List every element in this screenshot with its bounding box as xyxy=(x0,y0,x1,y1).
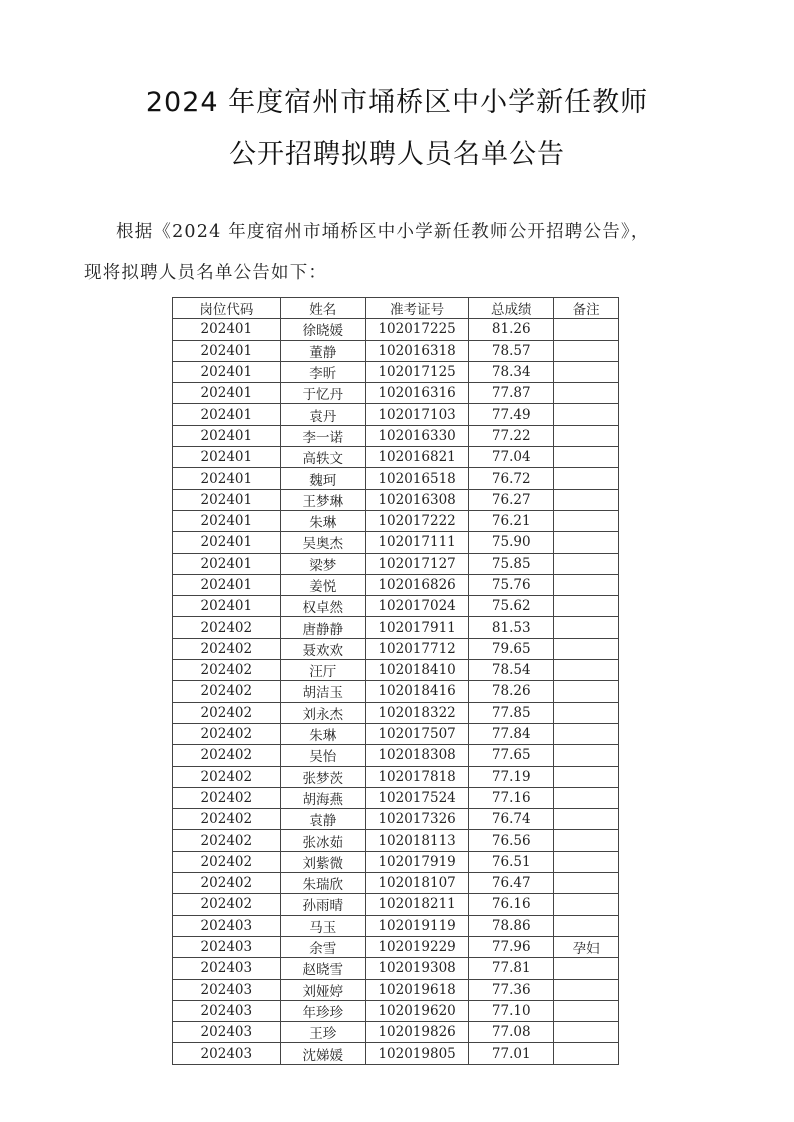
cell-position-code: 202401 xyxy=(173,574,281,595)
table-row xyxy=(173,340,619,361)
table-row xyxy=(173,319,619,340)
cell-position-code: 202401 xyxy=(173,447,281,468)
cell-name: 年珍珍 xyxy=(280,1000,365,1021)
cell-name: 李一诺 xyxy=(280,425,365,446)
cell-remarks: 孕妇 xyxy=(554,936,619,957)
cell-name: 吴怡 xyxy=(280,745,365,766)
cell-exam-number: 102017911 xyxy=(365,617,468,638)
cell-total-score: 75.76 xyxy=(469,574,554,595)
cell-position-code: 202403 xyxy=(173,979,281,1000)
cell-exam-number: 102017524 xyxy=(365,787,468,808)
table-row xyxy=(173,915,619,936)
cell-name: 梁梦 xyxy=(280,553,365,574)
cell-position-code: 202401 xyxy=(173,596,281,617)
cell-remarks xyxy=(554,915,619,936)
table-row xyxy=(173,745,619,766)
cell-remarks xyxy=(554,447,619,468)
cell-name: 余雪 xyxy=(280,936,365,957)
cell-total-score: 77.10 xyxy=(469,1000,554,1021)
table-row xyxy=(173,936,619,957)
table-row xyxy=(173,766,619,787)
cell-exam-number: 102017024 xyxy=(365,596,468,617)
cell-exam-number: 102018211 xyxy=(365,894,468,915)
header-exam-number: 准考证号 xyxy=(365,298,468,319)
cell-total-score: 78.34 xyxy=(469,361,554,382)
cell-position-code: 202402 xyxy=(173,723,281,744)
cell-name: 聂欢欢 xyxy=(280,638,365,659)
cell-remarks xyxy=(554,809,619,830)
cell-remarks xyxy=(554,1043,619,1064)
cell-exam-number: 102017127 xyxy=(365,553,468,574)
cell-name: 董静 xyxy=(280,340,365,361)
cell-remarks xyxy=(554,766,619,787)
cell-name: 孙雨晴 xyxy=(280,894,365,915)
cell-total-score: 76.21 xyxy=(469,510,554,531)
table-row xyxy=(173,1043,619,1064)
cell-exam-number: 102018308 xyxy=(365,745,468,766)
cell-total-score: 77.01 xyxy=(469,1043,554,1064)
cell-name: 胡洁玉 xyxy=(280,681,365,702)
cell-position-code: 202402 xyxy=(173,745,281,766)
table-row xyxy=(173,596,619,617)
cell-total-score: 77.22 xyxy=(469,425,554,446)
cell-remarks xyxy=(554,425,619,446)
cell-remarks xyxy=(554,340,619,361)
cell-position-code: 202402 xyxy=(173,873,281,894)
cell-position-code: 202402 xyxy=(173,617,281,638)
cell-remarks xyxy=(554,1000,619,1021)
cell-exam-number: 102018416 xyxy=(365,681,468,702)
cell-total-score: 78.86 xyxy=(469,915,554,936)
cell-remarks xyxy=(554,404,619,425)
table-row xyxy=(173,489,619,510)
cell-name: 唐静静 xyxy=(280,617,365,638)
cell-remarks xyxy=(554,596,619,617)
cell-exam-number: 102017125 xyxy=(365,361,468,382)
cell-name: 赵晓雪 xyxy=(280,958,365,979)
cell-name: 刘紫微 xyxy=(280,851,365,872)
cell-name: 王梦琳 xyxy=(280,489,365,510)
cell-exam-number: 102017507 xyxy=(365,723,468,744)
table-row xyxy=(173,894,619,915)
cell-position-code: 202403 xyxy=(173,915,281,936)
cell-name: 沈娣媛 xyxy=(280,1043,365,1064)
cell-name: 高轶文 xyxy=(280,447,365,468)
cell-exam-number: 102019826 xyxy=(365,1022,468,1043)
cell-name: 姜悦 xyxy=(280,574,365,595)
cell-total-score: 77.96 xyxy=(469,936,554,957)
cell-position-code: 202402 xyxy=(173,809,281,830)
cell-exam-number: 102016518 xyxy=(365,468,468,489)
cell-remarks xyxy=(554,745,619,766)
cell-position-code: 202402 xyxy=(173,702,281,723)
cell-position-code: 202402 xyxy=(173,830,281,851)
table-row xyxy=(173,979,619,1000)
table-row xyxy=(173,510,619,531)
cell-name: 魏珂 xyxy=(280,468,365,489)
cell-total-score: 76.47 xyxy=(469,873,554,894)
table-row xyxy=(173,425,619,446)
cell-position-code: 202401 xyxy=(173,510,281,531)
table-row xyxy=(173,787,619,808)
header-total-score: 总成绩 xyxy=(469,298,554,319)
cell-remarks xyxy=(554,958,619,979)
cell-exam-number: 102016330 xyxy=(365,425,468,446)
cell-name: 徐晓媛 xyxy=(280,319,365,340)
table-row xyxy=(173,873,619,894)
cell-remarks xyxy=(554,638,619,659)
cell-name: 袁丹 xyxy=(280,404,365,425)
cell-exam-number: 102018107 xyxy=(365,873,468,894)
cell-remarks xyxy=(554,532,619,553)
cell-remarks xyxy=(554,510,619,531)
cell-exam-number: 102018113 xyxy=(365,830,468,851)
cell-position-code: 202401 xyxy=(173,489,281,510)
cell-total-score: 78.54 xyxy=(469,660,554,681)
cell-remarks xyxy=(554,553,619,574)
cell-total-score: 76.16 xyxy=(469,894,554,915)
cell-position-code: 202401 xyxy=(173,361,281,382)
cell-position-code: 202401 xyxy=(173,553,281,574)
cell-total-score: 77.87 xyxy=(469,383,554,404)
cell-position-code: 202403 xyxy=(173,1000,281,1021)
cell-total-score: 77.08 xyxy=(469,1022,554,1043)
table-row xyxy=(173,851,619,872)
cell-exam-number: 102017111 xyxy=(365,532,468,553)
table-row xyxy=(173,404,619,425)
intro-paragraph-line-2: 现将拟聘人员名单公告如下： xyxy=(84,263,328,283)
cell-name: 朱琳 xyxy=(280,723,365,744)
table-row xyxy=(173,532,619,553)
cell-exam-number: 102017225 xyxy=(365,319,468,340)
cell-total-score: 76.72 xyxy=(469,468,554,489)
cell-exam-number: 102019119 xyxy=(365,915,468,936)
header-position-code: 岗位代码 xyxy=(173,298,281,319)
cell-exam-number: 102016316 xyxy=(365,383,468,404)
table-row xyxy=(173,447,619,468)
cell-remarks xyxy=(554,830,619,851)
cell-position-code: 202401 xyxy=(173,425,281,446)
cell-remarks xyxy=(554,468,619,489)
cell-exam-number: 102017103 xyxy=(365,404,468,425)
cell-remarks xyxy=(554,383,619,404)
intro-paragraph-line-1: 根据《2024 年度宿州市埇桥区中小学新任教师公开招聘公告》， xyxy=(116,222,650,242)
cell-remarks xyxy=(554,723,619,744)
cell-exam-number: 102017919 xyxy=(365,851,468,872)
cell-exam-number: 102017222 xyxy=(365,510,468,531)
cell-total-score: 81.26 xyxy=(469,319,554,340)
header-remarks: 备注 xyxy=(554,298,619,319)
cell-position-code: 202402 xyxy=(173,660,281,681)
table-row xyxy=(173,958,619,979)
cell-remarks xyxy=(554,979,619,1000)
table-row xyxy=(173,553,619,574)
cell-total-score: 75.85 xyxy=(469,553,554,574)
table-row xyxy=(173,383,619,404)
cell-total-score: 77.04 xyxy=(469,447,554,468)
cell-exam-number: 102017818 xyxy=(365,766,468,787)
cell-remarks xyxy=(554,1022,619,1043)
table-row xyxy=(173,574,619,595)
table-row xyxy=(173,702,619,723)
cell-position-code: 202402 xyxy=(173,681,281,702)
cell-total-score: 77.84 xyxy=(469,723,554,744)
table-row xyxy=(173,468,619,489)
cell-remarks xyxy=(554,681,619,702)
cell-position-code: 202401 xyxy=(173,532,281,553)
cell-remarks xyxy=(554,894,619,915)
header-name: 姓名 xyxy=(280,298,365,319)
cell-position-code: 202401 xyxy=(173,383,281,404)
document-title-line-2: 公开招聘拟聘人员名单公告 xyxy=(229,139,565,170)
cell-total-score: 77.85 xyxy=(469,702,554,723)
cell-position-code: 202402 xyxy=(173,638,281,659)
cell-name: 朱琳 xyxy=(280,510,365,531)
cell-remarks xyxy=(554,489,619,510)
table-row xyxy=(173,660,619,681)
cell-position-code: 202402 xyxy=(173,894,281,915)
cell-name: 于忆丹 xyxy=(280,383,365,404)
cell-name: 刘娅婷 xyxy=(280,979,365,1000)
cell-exam-number: 102016308 xyxy=(365,489,468,510)
cell-name: 朱瑞欣 xyxy=(280,873,365,894)
cell-remarks xyxy=(554,361,619,382)
table-row xyxy=(173,681,619,702)
cell-exam-number: 102018410 xyxy=(365,660,468,681)
cell-total-score: 76.56 xyxy=(469,830,554,851)
cell-exam-number: 102019805 xyxy=(365,1043,468,1064)
cell-total-score: 77.65 xyxy=(469,745,554,766)
cell-total-score: 78.26 xyxy=(469,681,554,702)
cell-name: 张梦茨 xyxy=(280,766,365,787)
cell-position-code: 202402 xyxy=(173,766,281,787)
cell-position-code: 202403 xyxy=(173,1022,281,1043)
cell-name: 李昕 xyxy=(280,361,365,382)
cell-name: 吴奥杰 xyxy=(280,532,365,553)
table-row xyxy=(173,723,619,744)
cell-remarks xyxy=(554,574,619,595)
cell-exam-number: 102017712 xyxy=(365,638,468,659)
cell-position-code: 202401 xyxy=(173,319,281,340)
cell-exam-number: 102016318 xyxy=(365,340,468,361)
cell-exam-number: 102018322 xyxy=(365,702,468,723)
cell-remarks xyxy=(554,873,619,894)
cell-remarks xyxy=(554,660,619,681)
cell-total-score: 76.27 xyxy=(469,489,554,510)
cell-total-score: 75.90 xyxy=(469,532,554,553)
cell-exam-number: 102016826 xyxy=(365,574,468,595)
cell-name: 王珍 xyxy=(280,1022,365,1043)
cell-remarks xyxy=(554,851,619,872)
cell-remarks xyxy=(554,617,619,638)
cell-remarks xyxy=(554,787,619,808)
cell-name: 汪厅 xyxy=(280,660,365,681)
cell-total-score: 77.49 xyxy=(469,404,554,425)
cell-name: 胡海燕 xyxy=(280,787,365,808)
cell-name: 袁静 xyxy=(280,809,365,830)
table-header-row xyxy=(173,298,619,319)
table-row xyxy=(173,830,619,851)
table-row xyxy=(173,1000,619,1021)
document-title-line-1: 2024 年度宿州市埇桥区中小学新任教师 xyxy=(145,87,649,118)
cell-total-score: 78.57 xyxy=(469,340,554,361)
cell-total-score: 81.53 xyxy=(469,617,554,638)
cell-total-score: 77.81 xyxy=(469,958,554,979)
cell-total-score: 76.74 xyxy=(469,809,554,830)
cell-exam-number: 102019618 xyxy=(365,979,468,1000)
cell-exam-number: 102019620 xyxy=(365,1000,468,1021)
hire-roster-table xyxy=(172,297,619,1065)
table-body xyxy=(173,319,619,1064)
cell-exam-number: 102016821 xyxy=(365,447,468,468)
cell-position-code: 202401 xyxy=(173,468,281,489)
cell-exam-number: 102019308 xyxy=(365,958,468,979)
cell-position-code: 202403 xyxy=(173,1043,281,1064)
cell-position-code: 202403 xyxy=(173,936,281,957)
cell-remarks xyxy=(554,702,619,723)
cell-exam-number: 102019229 xyxy=(365,936,468,957)
cell-total-score: 77.36 xyxy=(469,979,554,1000)
cell-total-score: 79.65 xyxy=(469,638,554,659)
cell-total-score: 75.62 xyxy=(469,596,554,617)
cell-exam-number: 102017326 xyxy=(365,809,468,830)
cell-total-score: 76.51 xyxy=(469,851,554,872)
cell-total-score: 77.16 xyxy=(469,787,554,808)
cell-position-code: 202402 xyxy=(173,787,281,808)
table-row xyxy=(173,361,619,382)
table-row xyxy=(173,617,619,638)
cell-name: 马玉 xyxy=(280,915,365,936)
cell-position-code: 202401 xyxy=(173,340,281,361)
cell-position-code: 202401 xyxy=(173,404,281,425)
cell-total-score: 77.19 xyxy=(469,766,554,787)
cell-name: 权卓然 xyxy=(280,596,365,617)
cell-name: 张冰茹 xyxy=(280,830,365,851)
cell-name: 刘永杰 xyxy=(280,702,365,723)
cell-position-code: 202402 xyxy=(173,851,281,872)
cell-position-code: 202403 xyxy=(173,958,281,979)
table-row xyxy=(173,1022,619,1043)
cell-remarks xyxy=(554,319,619,340)
table-row xyxy=(173,809,619,830)
table-row xyxy=(173,638,619,659)
